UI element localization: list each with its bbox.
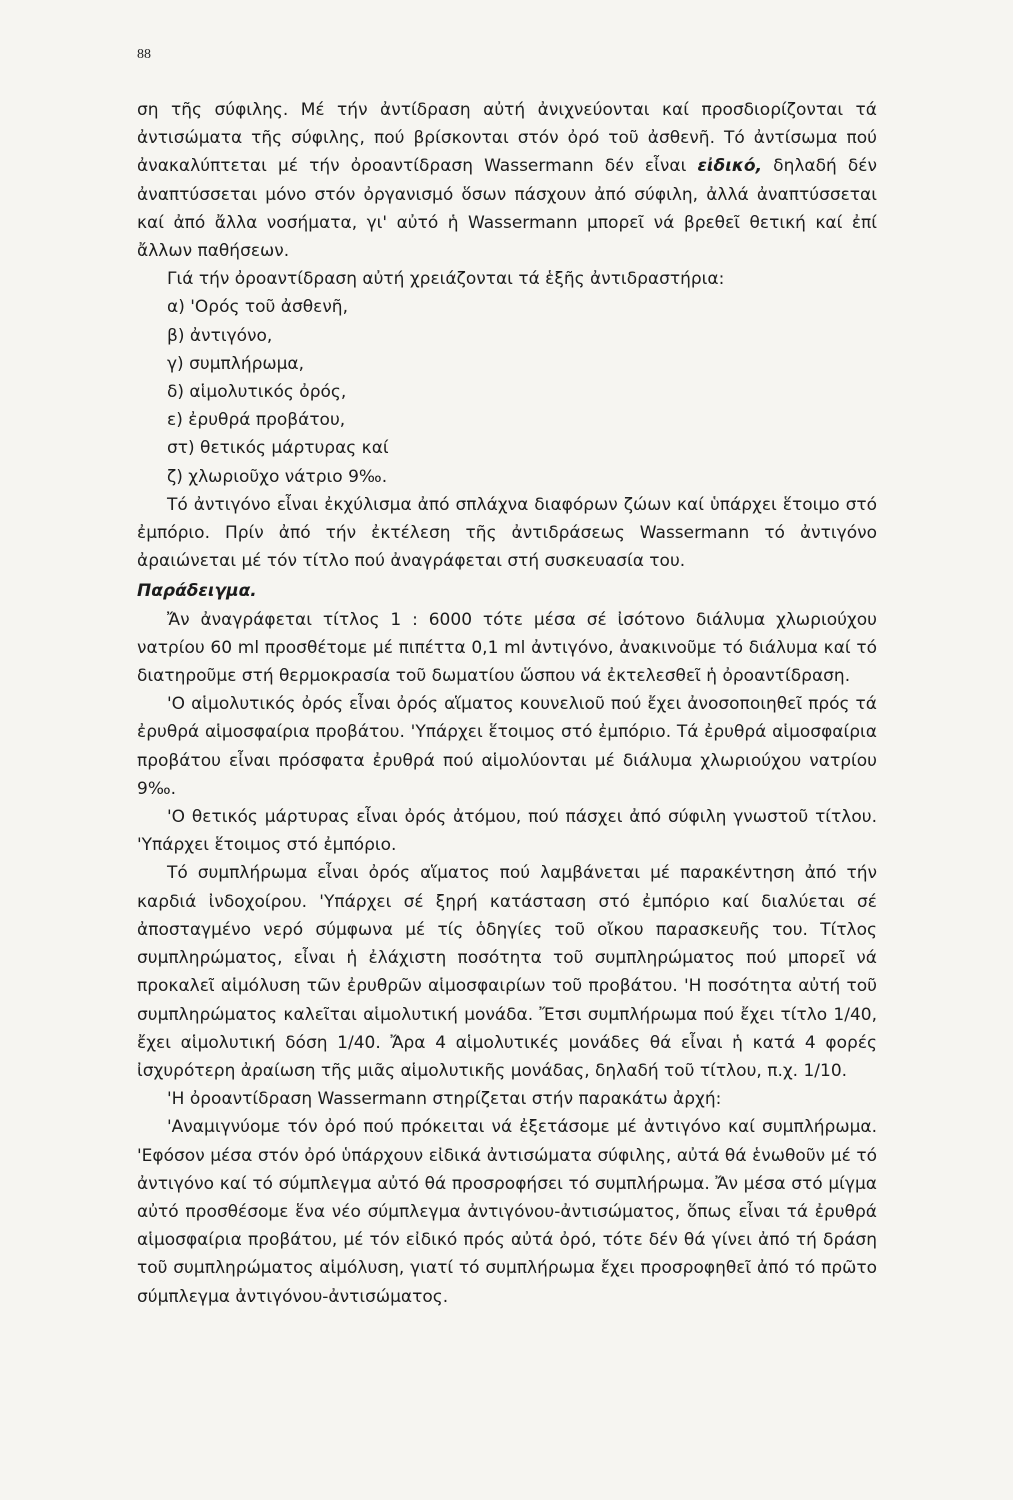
- list-item: β) ἀντιγόνο,: [167, 325, 273, 346]
- body-text: [137, 96, 877, 1311]
- paragraph-example: Ἄν ἀναγράφεται τίτλος 1 : 6000 τότε μέσα σέ ἰσότονο διάλυμα χλωριούχου νατρίου 60 ml προσθέτομε μέ πιπέττα 0,1 ml ἀντιγόνο, ἀνακινοῦμε τό διάλυμα καί τό διατηροῦμε στή θερμοκρασία τοῦ δωματίου ὥσπου νά ἐκτελεσθεῖ ἡ ὀροαντίδραση.: [137, 609, 877, 687]
- paragraph-antigen: Τό ἀντιγόνο εἶναι ἐκχύλισμα ἀπό σπλάχνα διαφόρων ζώων καί ὑπάρχει ἕτοιμο στό ἐμπόριο. Πρίν ἀπό τήν ἐκτέλεση τῆς ἀντιδράσεως Wassermann τό ἀντιγόνο ἀραιώνεται μέ τόν τίτλο πού ἀναγράφεται στή συσκευασία του.: [137, 494, 877, 572]
- paragraph-reagents: Γιά τήν ὀροαντίδραση αὐτή χρειάζονται τά ἑξῆς ἀντιδραστήρια:: [167, 269, 725, 290]
- paragraph-hemolytic-serum: 'Ο αἱμολυτικός ὀρός εἶναι ὀρός αἵματος κουνελιοῦ πού ἔχει ἀνοσοποιηθεῖ πρός τά ἐρυθρά αἱμοσφαίρια προβάτου. 'Υπάρχει ἕτοιμος στό ἐμπόριο. Τά ἐρυθρά αἱμοσφαίρια προβάτου εἶναι πρόσφατα ἐρυθρά πού αἱμολύονται μέ διάλυμα χλωριούχου νατρίου 9‰.: [137, 694, 877, 799]
- page-number: 88: [137, 47, 151, 62]
- paragraph-complement: Τό συμπλήρωμα εἶναι ὀρός αἵματος πού λαμβάνεται μέ παρακέντηση ἀπό τήν καρδιά ἰνδοχοίρου. 'Υπάρχει σέ ξηρή κατάσταση στό ἐμπόριο καί διαλύεται σέ ἀποσταγμένο νερό σύμφωνα μέ τίς ὁδηγίες τοῦ οἴκου παρασκευῆς του. Τίτλος συμπληρώματος, εἶναι ἡ ἐλάχιστη ποσότητα τοῦ συμπληρώματος πού μπορεῖ νά προκαλεῖ αἱμόλυση τῶν ἐρυθρῶν αἱμοσφαιρίων τοῦ προβάτου. 'Η ποσότητα αὐτή τοῦ συμπληρώματος καλεῖται αἱμολυτική μονάδα. Ἔτσι συμπλήρωμα πού ἔχει τίτλο 1/40, ἔχει αἱμολυτική δόση 1/40. Ἄρα 4 αἱμολυτικές μονάδες θά εἶναι ἡ κατά 4 φορές ἰσχυρότερη ἀραίωση τῆς μιᾶς αἱμολυτικῆς μονάδας, δηλαδή τοῦ τίτλου, π.χ. 1/10.: [137, 863, 877, 1081]
- paragraph-procedure: 'Αναμιγνύομε τόν ὀρό πού πρόκειται νά ἐξετάσομε μέ ἀντιγόνο καί συμπλήρωμα. 'Εφόσον μέσα στόν ὀρό ὑπάρχουν εἰδικά ἀντισώματα σύφιλης, αὐτά θά ἑνωθοῦν μέ τό ἀντιγόνο καί τό σύμπλεγμα αὐτό θά προσροφήσει τό συμπλήρωμα. Ἄν μέσα στό μίγμα αὐτό προσθέσομε ἕνα νέο σύμπλεγμα ἀντιγόνου-ἀντισώματος, ὅπως εἶναι τά ἐρυθρά αἱμοσφαίρια προβάτου, μέ τόν εἰδικό πρός αὐτά ὀρό, τότε δέν θά γίνει ἀπό τή δράση τοῦ συμπληρώματος αἱμόλυση, γιατί τό συμπλήρωμα ἔχει προσροφηθεῖ ἀπό τό πρῶτο σύμπλεγμα ἀντιγόνου-ἀντισώματος.: [137, 1117, 877, 1307]
- list-item: α) 'Ορός τοῦ ἀσθενῆ,: [167, 297, 348, 318]
- paragraph-intro-text-a: ση τῆς σύφιλης. Μέ τήν ἀντίδραση αὐτή ἀνιχνεύονται καί προσδιορίζονται τά ἀντισώματα τῆς σύφιλης, πού βρίσκονται στόν ὀρό τοῦ ἀσθενῆ. Τό ἀντίσωμα πού ἀνακαλύπτεται μέ τήν ὀροαντίδραση Wassermann δέν εἶναι: [137, 100, 877, 177]
- list-item: ζ) χλωριοῦχο νάτριο 9‰.: [167, 466, 388, 487]
- emphasis-specific: εἰδικό,: [697, 156, 763, 177]
- paragraph-intro-text-b: δηλαδή δέν ἀναπτύσσεται μόνο στόν ὀργανισμό ὅσων πάσχουν ἀπό σύφιλη, ἀλλά ἀναπτύσσεται καί ἀπό ἄλλα νοσήματα, γι' αὐτό ἡ Wassermann μπορεῖ νά βρεθεῖ θετική καί ἐπί ἄλλων παθήσεων.: [137, 156, 877, 262]
- list-item: γ) συμπλήρωμα,: [167, 353, 305, 374]
- list-item: ε) ἐρυθρά προβάτου,: [167, 410, 346, 431]
- list-item: δ) αἱμολυτικός ὀρός,: [167, 382, 347, 403]
- paragraph-intro: [137, 96, 877, 265]
- paragraph-principle: 'Η ὀροαντίδραση Wassermann στηρίζεται στήν παρακάτω ἀρχή:: [167, 1089, 722, 1110]
- paragraph-positive-control: 'Ο θετικός μάρτυρας εἶναι ὀρός ἀτόμου, πού πάσχει ἀπό σύφιλη γνωστοῦ τίτλου. 'Υπάρχει ἕτοιμος στό ἐμπόριο.: [137, 807, 877, 856]
- list-item: στ) θετικός μάρτυρας καί: [167, 438, 389, 459]
- section-heading: Παράδειγμα.: [137, 581, 257, 602]
